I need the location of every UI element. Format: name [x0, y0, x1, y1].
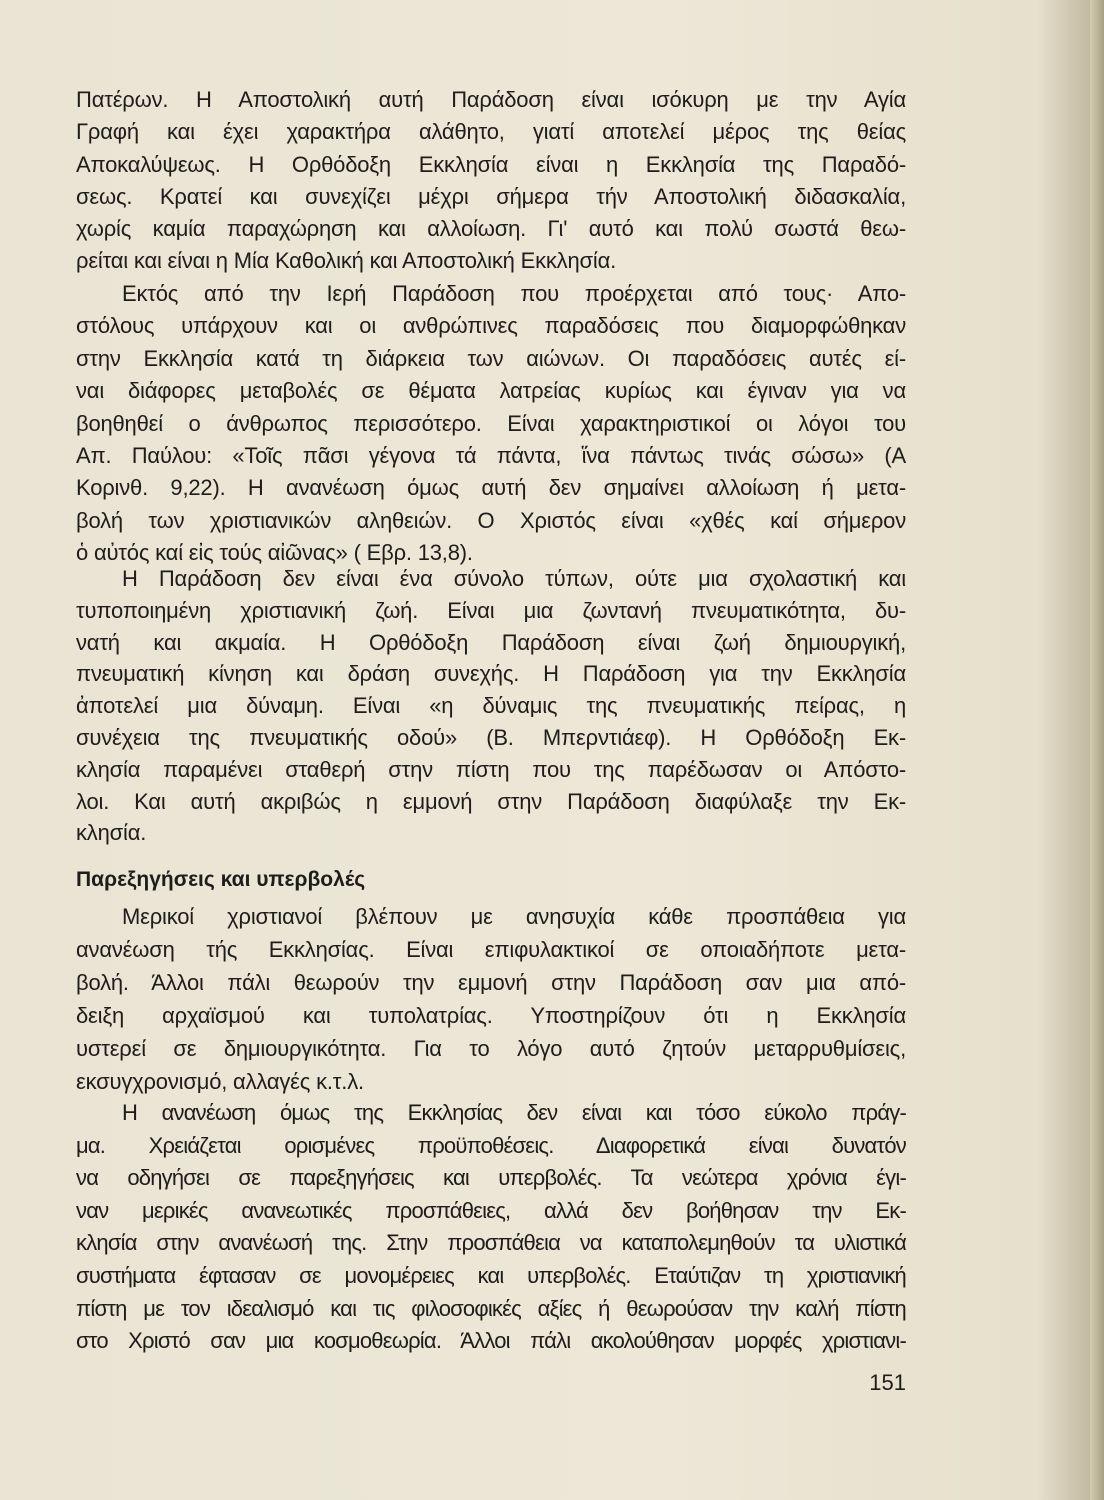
text-line: λοι. Και αυτή ακριβώς η εμμονή στην Παράδοση διαφύλαξε την Εκ- [76, 788, 906, 814]
text-line: Γραφή και έχει χαρακτήρα αλάθητο, γιατί αποτελεί μέρος της θείας [76, 119, 906, 145]
text-line: Αποκαλύψεως. Η Ορθόδοξη Εκκλησία είναι η Εκκλησία της Παραδό- [76, 151, 906, 177]
text-line: Εκτός από την Ιερή Παράδοση που προέρχεται από τους· Απο- [122, 281, 906, 306]
page-number: 151 [869, 1370, 906, 1395]
page-edge-shadow [1090, 0, 1104, 1500]
text-line: βοηθηθεί ο άνθρωπος περισσότερο. Είναι χαρακτηριστικοί οι λόγοι του [76, 410, 906, 436]
text-line: Απ. Παύλου: «Τοῖς πᾶσι γέγονα τά πάντα, ἵνα πάντως τινάς σώσω» (Α [76, 442, 906, 468]
text-line: κλησία. [76, 820, 147, 846]
text-line: ναι διάφορες μεταβολές σε θέματα λατρείας κυρίως και έγιναν για να [76, 378, 906, 404]
text-line: τυποποιημένη χριστιανική ζωή. Είναι μια ζωντανή πνευματικότητα, δυ- [76, 597, 906, 623]
text-line: ανανέωση τής Εκκλησίας. Είναι επιφυλακτικοί σε οποιαδήποτε μετα- [76, 937, 906, 962]
paragraph-5 [76, 1097, 906, 1358]
text-line: ὁ αὐτός καί εἰς τούς αἰῶνας» ( Εβρ. 13,8). [76, 540, 473, 566]
text-line: νατή και ακμαία. Η Ορθόδοξη Παράδοση είναι ζωή δημιουργική, [76, 629, 906, 655]
text-line: πνευματική κίνηση και δράση συνεχής. Η Παράδοση για την Εκκλησία [76, 661, 906, 687]
text-line: δειξη αρχαϊσμού και τυπολατρίας. Υποστηρίζουν ότι η Εκκλησία [76, 1003, 906, 1028]
text-line: ναν μερικές ανανεωτικές προσπάθειες, αλλά δεν βοήθησαν την Εκ- [76, 1197, 906, 1223]
text-line: συνέχεια της πνευματικής οδού» (Β. Μπερντιάεφ). Η Ορθόδοξη Εκ- [76, 724, 906, 750]
text-line: Μερικοί χριστιανοί βλέπουν με ανησυχία κάθε προσπάθεια για [122, 904, 906, 929]
text-line: βολή. Άλλοι πάλι θεωρούν την εμμονή στην Παράδοση σαν μια από- [76, 970, 906, 995]
text-line: Η ανανέωση όμως της Εκκλησίας δεν είναι και τόσο εύκολο πράγ- [122, 1100, 906, 1125]
paragraph-4 [76, 900, 906, 1098]
text-line: να οδηγήσει σε παρεξηγήσεις και υπερβολές. Τα νεώτερα χρόνια έγι- [76, 1165, 906, 1191]
text-line: εκσυγχρονισμό, αλλαγές κ.τ.λ. [76, 1069, 364, 1094]
text-line: κλησία παραμένει σταθερή στην πίστη που της παρέδωσαν οι Απόστο- [76, 756, 906, 782]
text-line: στο Χριστό σαν μια κοσμοθεωρία. Άλλοι πάλι ακολούθησαν μορφές χριστιανι- [76, 1328, 906, 1354]
text-line: χωρίς καμία παραχώρηση και αλλοίωση. Γι' αυτό και πολύ σωστά θεω- [76, 216, 906, 242]
text-line: Πατέρων. Η Αποστολική αυτή Παράδοση είναι ισόκυρη με την Αγία [76, 87, 906, 112]
text-line: σεως. Κρατεί και συνεχίζει μέχρι σήμερα τήν Αποστολική διδασκαλία, [76, 183, 906, 209]
text-line: ἀποτελεί μια δύναμη. Είναι «η δύναμις της πνευματικής πείρας, η [76, 693, 906, 719]
text-line: συστήματα έφτασαν σε μονομέρειες και υπερβολές. Εταύτιζαν τη χριστιανική [76, 1262, 906, 1288]
text-line: κλησία στην ανανέωσή της. Στην προσπάθεια να καταπολεμηθούν τα υλιστικά [76, 1230, 906, 1256]
text-line: Κορινθ. 9,22). Η ανανέωση όμως αυτή δεν σημαίνει αλλοίωση ή μετα- [76, 475, 906, 501]
text-line: βολή των χριστιανικών αληθειών. Ο Χριστός είναι «χθές καί σήμερον [76, 507, 906, 533]
text-line: υστερεί σε δημιουργικότητα. Για το λόγο αυτό ζητούν μεταρρυθμίσεις, [76, 1036, 906, 1061]
paragraph-2 [76, 278, 906, 570]
text-line: Η Παράδοση δεν είναι ένα σύνολο τύπων, ούτε μια σχολαστική και [122, 566, 906, 591]
text-line: μα. Χρειάζεται ορισμένες προϋποθέσεις. Διαφορετικά είναι δυνατόν [76, 1132, 906, 1158]
paragraph-1 [76, 84, 906, 278]
text-line: στόλους υπάρχουν και οι ανθρώπινες παραδόσεις που διαμορφώθηκαν [76, 313, 906, 339]
section-heading: Παρεξηγήσεις και υπερβολές [76, 868, 366, 891]
text-line: στην Εκκλησία κατά τη διάρκεια των αιώνων. Οι παραδόσεις αυτές εί- [76, 345, 906, 371]
text-line: πίστη με τον ιδεαλισμό και τις φιλοσοφικές αξίες ή θεωρούσαν την καλή πίστη [76, 1295, 906, 1321]
text-line: ρείται και είναι η Μία Καθολική και Αποστολική Εκκλησία. [76, 248, 617, 274]
paragraph-3 [76, 563, 906, 849]
